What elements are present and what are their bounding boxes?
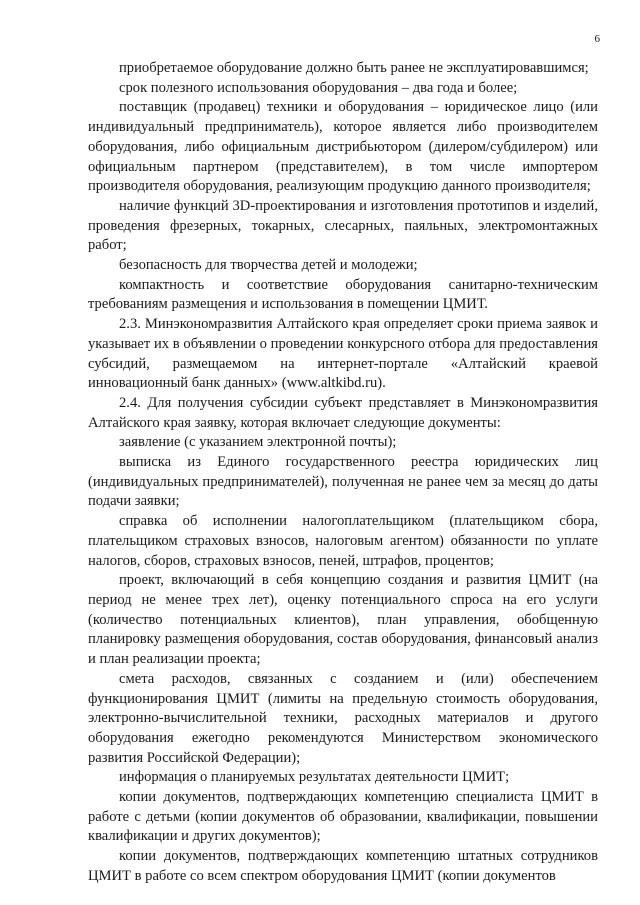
paragraph: проект, включающий в себя концепцию создания и развития ЦМИТ (на период не менее трех лет), оценку потенциального спроса на его услуги (количество потенциальных клиентов), план управления, обобщенную планировку размещения оборудования, состав оборудования, финансовый анализ и план реализации проекта; — [88, 572, 598, 668]
page-number: 6 — [594, 33, 600, 45]
paragraph: выписка из Единого государственного реестра юридических лиц (индивидуальных предпринимателей), полученная не ранее чем за месяц до даты подачи заявки; — [88, 454, 598, 510]
paragraph: заявление (с указанием электронной почты); — [119, 434, 397, 451]
document-body — [88, 59, 598, 887]
paragraph: наличие функций 3D-проектирования и изготовления прототипов и изделий, проведения фрезерных, токарных, слесарных, паяльных, электромонтажных работ; — [88, 197, 598, 254]
paragraph: поставщик (продавец) техники и оборудования – юридическое лицо (или индивидуальный предприниматель), которое является либо производителем оборудования, либо официальным дистрибьютором (дилером/субдилером) или официальным партнером (представителем), в том числе импортером производителя оборудования, реализующим продукцию данного производителя; — [88, 99, 598, 195]
paragraph: информация о планируемых результатах деятельности ЦМИТ; — [119, 769, 510, 786]
paragraph: справка об исполнении налогоплательщиком (плательщиком сбора, плательщиком страховых взносов, налоговым агентом) обязанности по уплате налогов, сборов, страховых взносов, пеней, штрафов, процентов; — [88, 513, 598, 569]
paragraph: 2.4. Для получения субсидии субъект представляет в Минэкономразвития Алтайского края заявку, которая включает следующие документы: — [88, 394, 598, 431]
paragraph: безопасность для творчества детей и молодежи; — [119, 257, 418, 274]
paragraph: компактность и соответствие оборудования санитарно-техническим требованиям размещения и использования в помещении ЦМИТ. — [88, 276, 598, 313]
paragraph: копии документов, подтверждающих компетенцию штатных сотрудников ЦМИТ в работе со всем спектром оборудования ЦМИТ (копии документов — [88, 848, 598, 884]
paragraph: копии документов, подтверждающих компетенцию специалиста ЦМИТ в работе с детьми (копии документов об образовании, квалификации, повышении квалификации и других документов); — [88, 789, 598, 845]
paragraph: приобретаемое оборудование должно быть ранее не эксплуатировавшимся; — [119, 60, 589, 76]
paragraph: срок полезного использования оборудования – два года и более; — [119, 79, 518, 96]
paragraph: 2.3. Минэкономразвития Алтайского края определяет сроки приема заявок и указывает их в объявлении о проведении конкурсного отбора для предоставления субсидий, размещаемом на интернет-портале «Алтайский краевой инновационный банк данных» (www.altkibd.ru). — [88, 316, 598, 392]
paragraph: смета расходов, связанных с созданием и (или) обеспечением функционирования ЦМИТ (лимиты на предельную стоимость оборудования, электронно-вычислительной техники, расходных материалов и другого оборудования ежегодно рекомендуются Министерством экономического развития Российской Федерации); — [88, 670, 598, 766]
